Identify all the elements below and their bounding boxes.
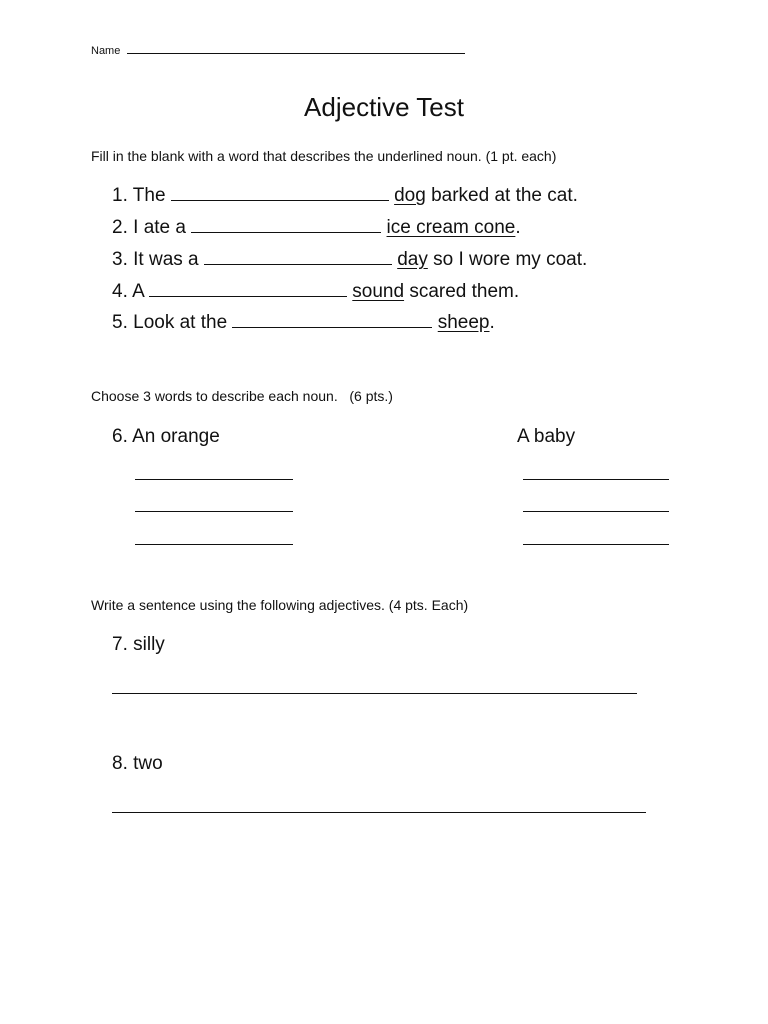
describe-blank-right-2[interactable] [523, 511, 669, 512]
question-number: 8. [112, 753, 128, 774]
question-4 [112, 281, 519, 303]
underlined-noun: sound [352, 281, 405, 302]
question-number: 1. [112, 185, 128, 206]
underlined-noun: day [397, 249, 428, 270]
sentence-blank-8[interactable] [112, 812, 646, 813]
question-number: 5. [112, 312, 128, 333]
describe-blank-right-1[interactable] [523, 479, 669, 480]
question-text: A [132, 281, 144, 302]
name-row [91, 45, 465, 57]
question-number: 6. [112, 426, 128, 447]
underlined-noun: sheep [437, 312, 490, 333]
section1-instruction: Fill in the blank with a word that describes the underlined noun. (1 pt. each) [91, 148, 557, 164]
answer-blank[interactable] [191, 232, 381, 233]
question-1 [112, 185, 578, 207]
noun-right: A baby [517, 426, 576, 447]
question-5 [112, 312, 495, 334]
question-text-end: barked at the cat. [425, 185, 578, 206]
question-text-end: scared them. [404, 281, 520, 302]
question-number: 7. [112, 634, 128, 655]
question-text: The [132, 185, 166, 206]
question-number: 4. [112, 281, 128, 302]
question-7 [112, 634, 165, 656]
question-text: Look at the [133, 312, 228, 333]
underlined-noun: dog [394, 185, 426, 206]
question-6 [112, 426, 220, 448]
question-3 [112, 249, 587, 271]
answer-blank[interactable] [149, 296, 347, 297]
question-2 [112, 217, 521, 239]
describe-blank-left-1[interactable] [135, 479, 293, 480]
describe-blank-right-3[interactable] [523, 544, 669, 545]
section3-instruction: Write a sentence using the following adjectives. (4 pts. Each) [91, 597, 469, 613]
answer-blank[interactable] [171, 200, 389, 201]
question-text-end: . [489, 312, 495, 333]
question-text: It was a [133, 249, 199, 270]
page-title: Adjective Test [304, 92, 464, 122]
underlined-noun: ice cream cone [386, 217, 516, 238]
noun-left: An orange [132, 426, 220, 447]
question-text: I ate a [133, 217, 186, 238]
describe-blank-left-2[interactable] [135, 511, 293, 512]
answer-blank[interactable] [204, 264, 392, 265]
answer-blank[interactable] [232, 327, 432, 328]
adjective-word: two [133, 753, 163, 774]
question-text-end: . [515, 217, 521, 238]
question-8 [112, 753, 163, 775]
adjective-word: silly [133, 634, 165, 655]
section2-instruction: Choose 3 words to describe each noun. (6 pts.) [91, 388, 393, 404]
question-number: 2. [112, 217, 128, 238]
describe-blank-left-3[interactable] [135, 544, 293, 545]
name-label: Name [91, 45, 121, 57]
question-text-end: so I wore my coat. [427, 249, 588, 270]
sentence-blank-7[interactable] [112, 693, 637, 694]
question-number: 3. [112, 249, 128, 270]
name-blank[interactable] [127, 53, 465, 54]
